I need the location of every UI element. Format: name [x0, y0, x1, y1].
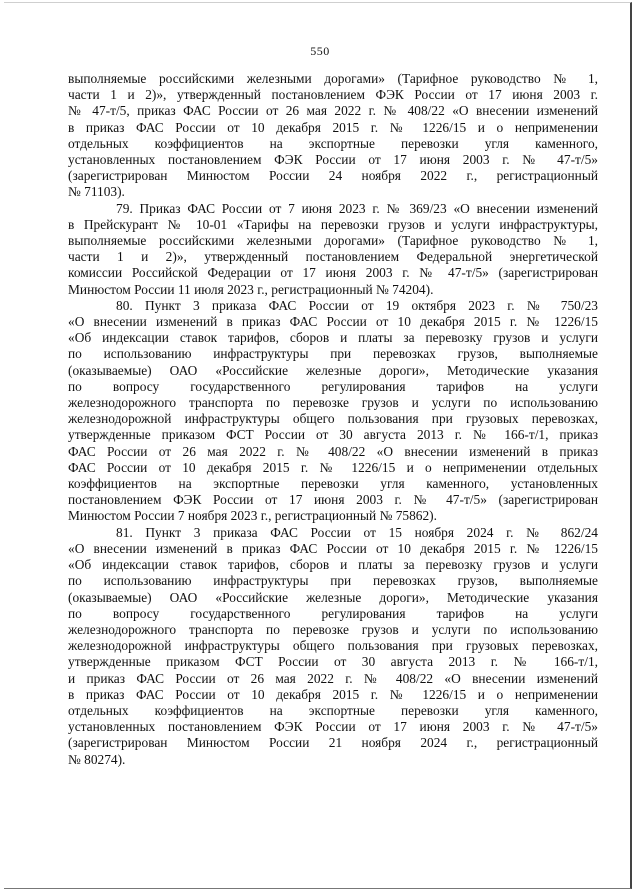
text-line: 81. Пункт 3 приказа ФАС России от 15 ноября 2024 г. № 862/24 [116, 524, 598, 540]
text-line: железнодорожного транспорта по перевозке грузов и услуги по использованию [68, 395, 598, 411]
text-line: № 47-т/5, приказ ФАС России от 26 мая 2022 г. № 408/22 «О внесении изменений [68, 103, 598, 119]
text-line: «О внесении изменений в приказ ФАС России от 10 декабря 2015 г. № 1226/15 [68, 314, 598, 330]
text-line: в Прейскурант № 10-01 «Тарифы на перевозки грузов и услуги инфраструктуры, [68, 216, 598, 232]
paragraph-4 [68, 525, 598, 768]
paragraph-3 [68, 298, 598, 525]
text-line: постановлением ФЭК России от 17 июня 2003 г. № 47-т/5» (зарегистрирован [68, 492, 598, 508]
document-body [68, 71, 598, 768]
text-line: в приказ ФАС России от 10 декабря 2015 г. № 1226/15 и о неприменении [68, 686, 598, 702]
text-line: в приказ ФАС России от 10 декабря 2015 г. № 1226/15 и о неприменении [68, 119, 598, 135]
text-line: Минюстом России 11 июля 2023 г., регистрационный № 74204). [68, 281, 434, 297]
text-line: железнодорожной инфраструктуры общего пользования при грузовых перевозках, [68, 638, 598, 654]
text-line: (оказываемые) ОАО «Российские железные дороги», Методические указания [68, 362, 598, 378]
text-line: выполняемые российскими железными дорогами» (Тарифное руководство № 1, [68, 233, 598, 249]
text-line: 79. Приказ ФАС России от 7 июня 2023 г. № 369/23 «О внесении изменений [116, 200, 598, 216]
text-line: части 1 и 2)», утвержденный постановлением Федеральной энергетической [68, 249, 598, 265]
text-line: ФАС России от 26 мая 2022 г. № 408/22 «О внесении изменений в приказ [68, 443, 598, 459]
text-line: по использованию инфраструктуры при перевозках грузов, выполняемые [68, 346, 598, 362]
text-line: отдельных коэффициентов на экспортные перевозки угля каменного, [68, 702, 598, 718]
text-line: по вопросу государственного регулирования тарифов на услуги [68, 378, 598, 394]
text-line: «О внесении изменений в приказ ФАС России от 10 декабря 2015 г. № 1226/15 [68, 540, 598, 556]
text-line: «Об индексации ставок тарифов, сборов и платы за перевозку грузов и услуги [68, 330, 598, 346]
text-line: 80. Пункт 3 приказа ФАС России от 19 октября 2023 г. № 750/23 [116, 297, 598, 313]
text-line: Минюстом России 7 ноября 2023 г., регистрационный № 75862). [68, 508, 437, 524]
text-line: (зарегистрирован Минюстом России 24 ноября 2022 г., регистрационный [68, 168, 598, 184]
text-line: и приказ ФАС России от 26 мая 2022 г. № 408/22 «О внесении изменений [68, 670, 598, 686]
text-line: установленных постановлением ФЭК России от 17 июня 2003 г. № 47-т/5» [68, 152, 598, 168]
text-line: по вопросу государственного регулирования тарифов на услуги [68, 605, 598, 621]
text-line: выполняемые российскими железными дорогами» (Тарифное руководство № 1, [68, 71, 598, 86]
text-line: железнодорожной инфраструктуры общего пользования при грузовых перевозках, [68, 411, 598, 427]
text-line: (оказываемые) ОАО «Российские железные дороги», Методические указания [68, 589, 598, 605]
text-line: № 80274). [68, 751, 126, 767]
text-line: (зарегистрирован Минюстом России 21 ноября 2024 г., регистрационный [68, 735, 598, 751]
text-line: части 1 и 2)», утвержденный постановлением ФЭК России от 17 июня 2003 г. [68, 87, 598, 103]
page-number: 550 [310, 44, 330, 58]
text-line: установленных постановлением ФЭК России от 17 июня 2003 г. № 47-т/5» [68, 719, 598, 735]
text-line: № 71103). [68, 184, 125, 200]
text-line: ФАС России от 10 декабря 2015 г. № 1226/15 и о неприменении отдельных [68, 459, 598, 475]
text-line: комиссии Российской Федерации от 17 июня 2003 г. № 47-т/5» (зарегистрирован [68, 265, 598, 281]
text-line: «Об индексации ставок тарифов, сборов и платы за перевозку грузов и услуги [68, 557, 598, 573]
text-line: утвержденные приказом ФСТ России от 30 августа 2013 г. № 166-т/1, приказ [68, 427, 598, 443]
text-line: утвержденные приказом ФСТ России от 30 августа 2013 г. № 166-т/1, [68, 654, 598, 670]
paragraph-1 [68, 71, 598, 201]
text-line: железнодорожного транспорта по перевозке грузов и услуги по использованию [68, 621, 598, 637]
text-line: отдельных коэффициентов на экспортные перевозки угля каменного, [68, 135, 598, 151]
paragraph-2 [68, 201, 598, 298]
text-line: по использованию инфраструктуры при перевозках грузов, выполняемые [68, 573, 598, 589]
text-line: коэффициентов на экспортные перевозки угля каменного, установленных [68, 476, 598, 492]
